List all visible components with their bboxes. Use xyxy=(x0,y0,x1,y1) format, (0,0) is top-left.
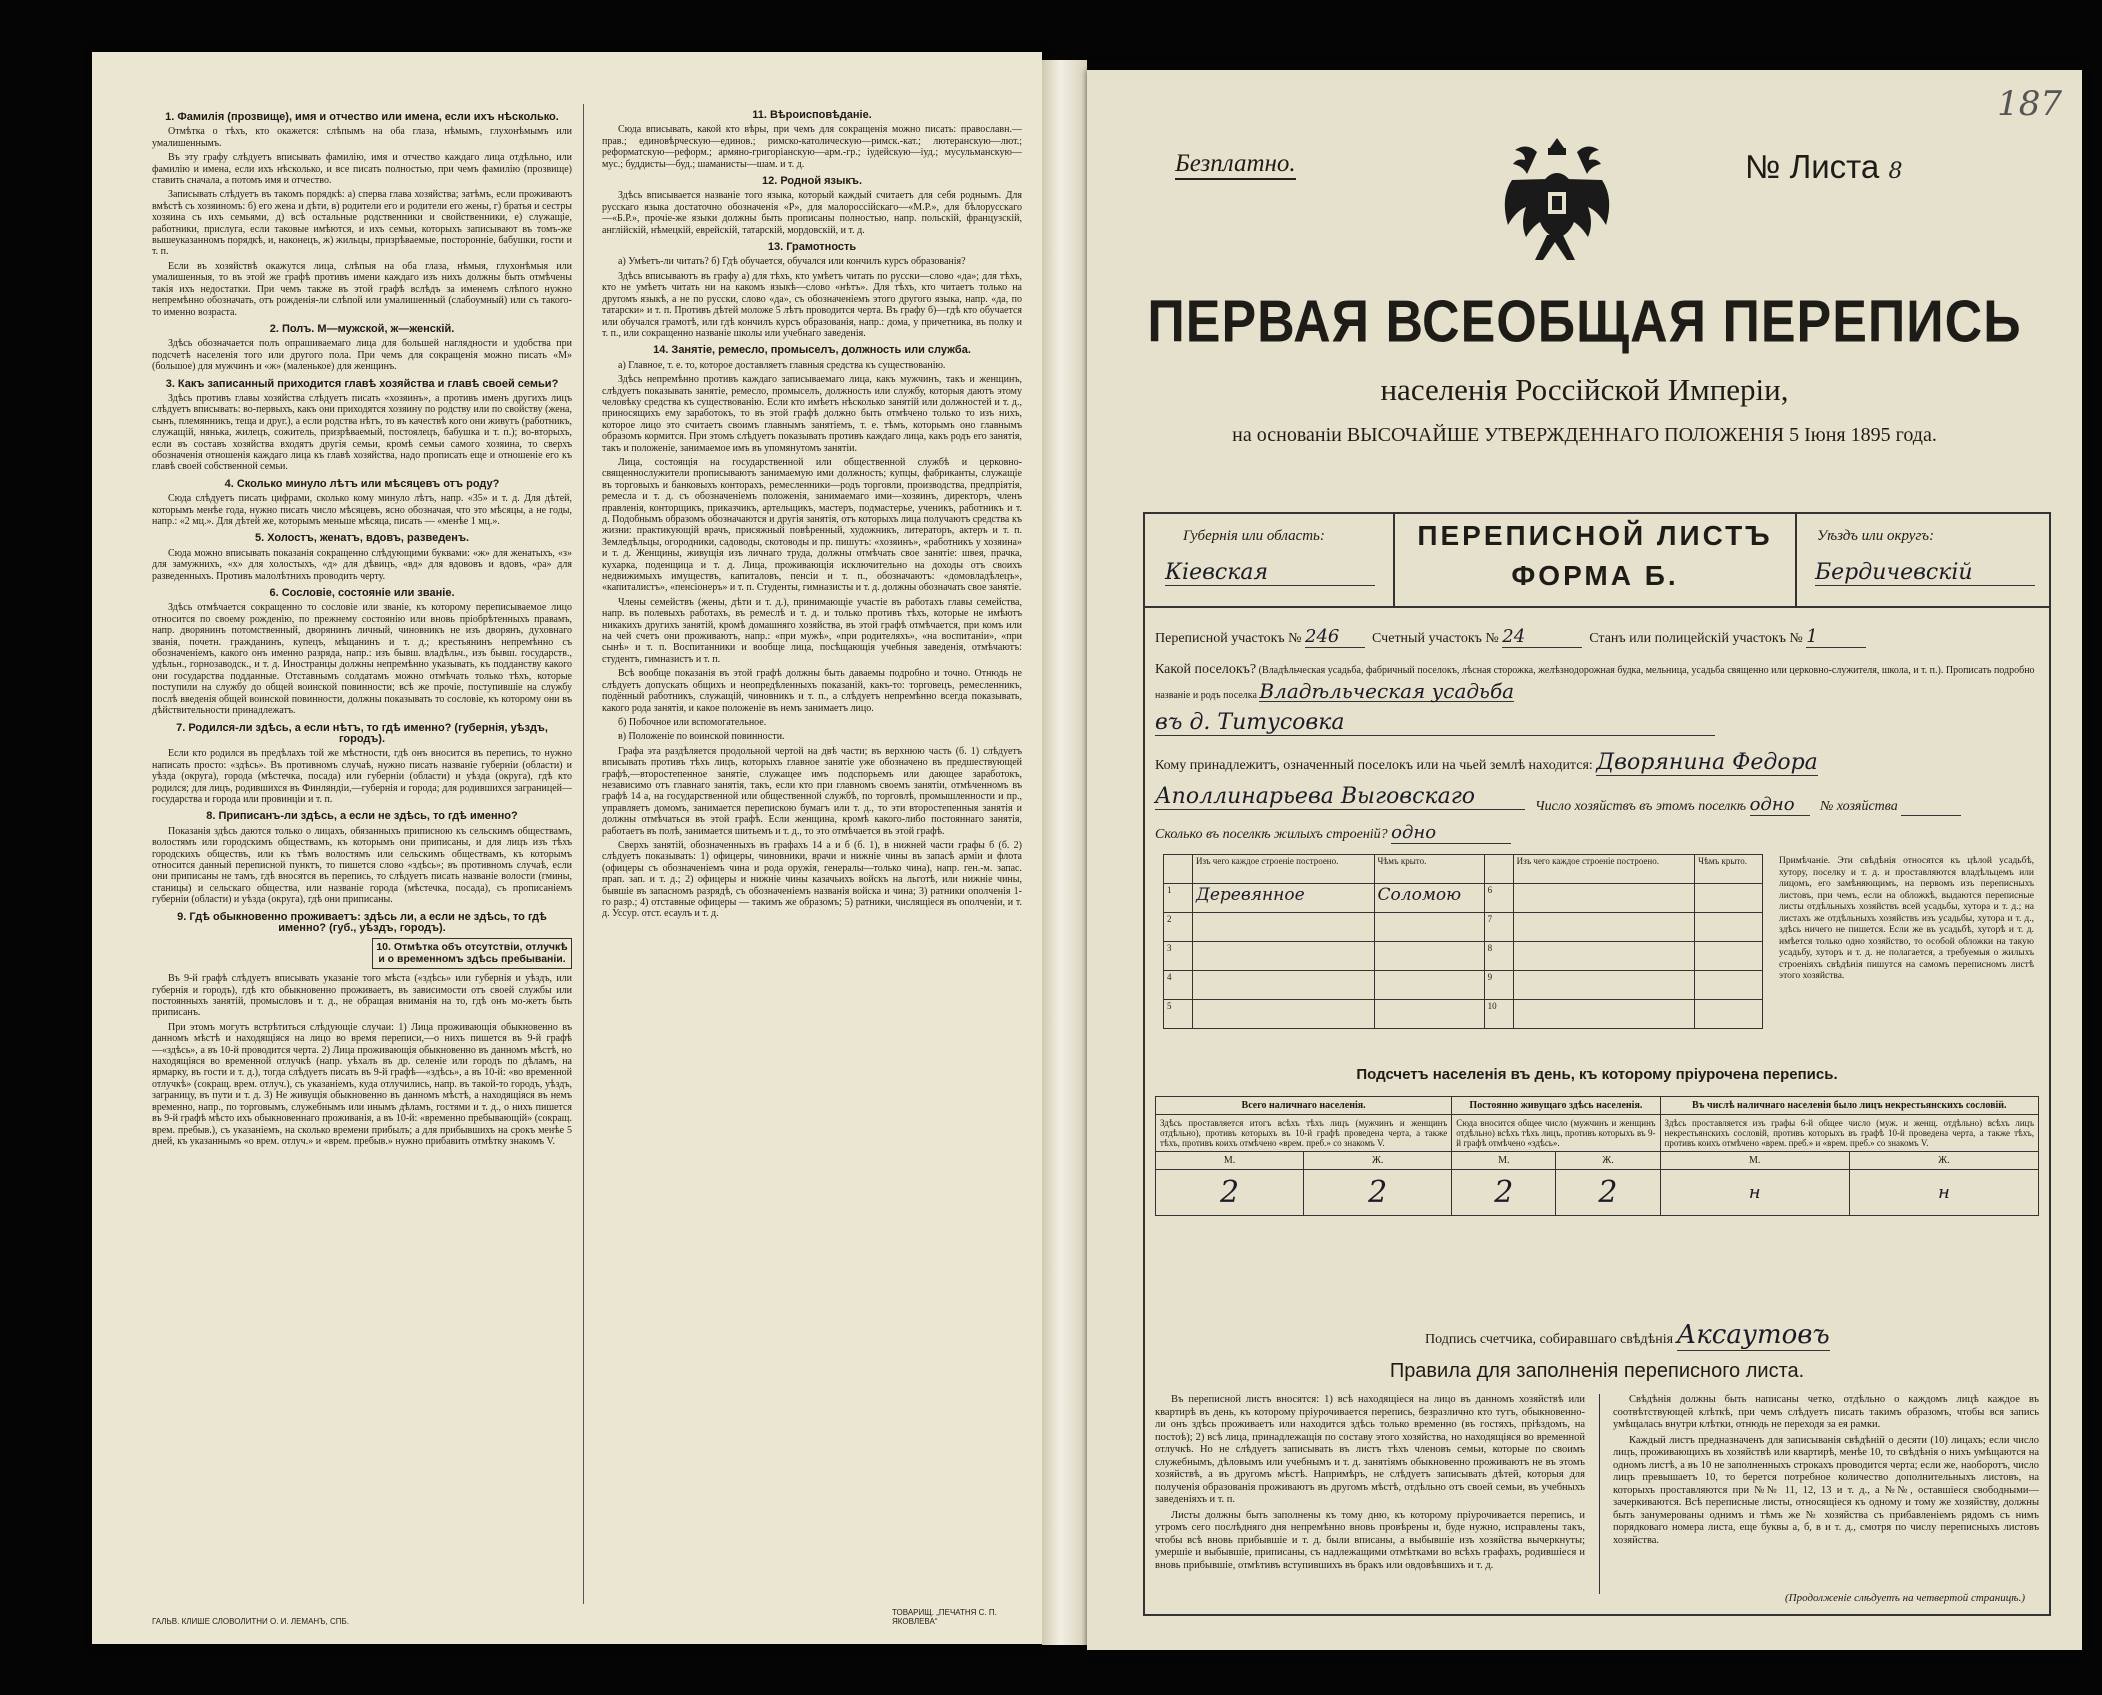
instruction-paragraph: Здѣсь обозначается полъ опрашиваемаго лица для большей наглядности и удобства при подсчетѣ населенія того или другого пола. При чемъ для сокращенія можно писать «М» (большое) для мужчинъ и «ж» (маленькое) для женщинъ. xyxy=(152,338,572,373)
sheet-label: № Листа xyxy=(1745,148,1880,185)
form-header xyxy=(1145,514,2049,608)
count-present-m: 2 xyxy=(1156,1170,1304,1216)
bt-row-number: 3 xyxy=(1164,942,1193,971)
bt-row-number: 6 xyxy=(1484,884,1513,913)
bt-roof xyxy=(1695,942,1763,971)
bt-material xyxy=(1193,942,1375,971)
uchastok-value: 246 xyxy=(1305,626,1365,648)
bt-material xyxy=(1513,884,1695,913)
instruction-heading: 5. Холостъ, женатъ, вдовъ, разведенъ. xyxy=(254,532,470,545)
bt-roof xyxy=(1695,913,1763,942)
instruction-paragraph: Записывать слѣдуетъ въ такомъ порядкѣ: а) сперва глава хозяйства; затѣмъ, если проживаютъ вмѣстѣ съ хозяиномъ: б) его жена и дѣти, в) родители его и родители его жены, г) братья и сестры хозяина съ ихъ семьями, д) всѣ остальные родственники и свойственники, е) служащіе, работники, прислуга, если таковые имѣются, и ихъ семьи, которыхъ записывают въ томъ-же вышеуказанномъ порядкѣ, и, наконецъ, ж) жильцы, призрѣваемые, посторонніе, бабушки, гости и т. п. xyxy=(152,189,572,258)
instruction-paragraph: Здѣсь вписывается названіе того языка, который каждый считаетъ для себя роднымъ. Для русскаго языка достаточно обозначенія «Р», для малороссійскаго—«М.Р.», для бѣлорусскаго—«Б.Р.», прочіе-же языки должны быть прописаны полностью, напр. польскій, французскій, англійскій, нѣмецкій, еврейскій, татарскій, мордовскій, и т. д. xyxy=(602,190,1022,236)
schet-label: Счетный участокъ № xyxy=(1372,631,1499,646)
buildings-note: Примѣчаніе. Эти свѣдѣнія относятся къ цѣлой усадьбѣ, хутору, поселку и т. д. и проставляются владѣльцемъ или лицомъ, его замѣняющимъ, на первомъ изъ переписныхъ листовъ, при чемъ, если на обложкѣ, выдаются переписные листы отдѣльныхъ хозяйствъ всей усадьбы, хутора и т. д.; на листахъ же отдѣльныхъ хозяйствъ изъ усадьбы, хутора и т. д., здѣсь ничего не пишется. Если же въ усадьбѣ, хуторѣ и т. д. имѣется только одно хозяйство, то особой обложки на такую усадьбу, хуторъ и т. д. не полагается, а требуемыя о жилыхъ строеніяхъ свѣдѣнія пишутся на самомъ переписномъ листѣ этого хозяйства. xyxy=(1779,856,2034,981)
stan-value: 1 xyxy=(1806,626,1866,648)
buildings-label: Сколько въ поселкѣ жилыхъ строеній? xyxy=(1155,827,1388,842)
instruction-heading: 12. Родной языкъ. xyxy=(761,175,862,188)
m-label: М. xyxy=(1156,1152,1304,1170)
bt-roof xyxy=(1374,971,1484,1000)
rules-paragraph: Въ переписной листъ вносятся: 1) всѣ находящіеся на лицо въ данномъ хозяйствѣ или квартирѣ въ день, къ которому пріурочивается перепись, безразлично кто тутъ, обыкновенно-ли онъ здѣсь проживаетъ или находится здѣсь только временно (въ гостяхъ, пріѣздомъ, на постоѣ); 2) всѣ лица, принадлежащія по составу этого хозяйства, но находящіяся во временной отлучкѣ. Но не слѣдуетъ записывать въ листъ тѣхъ членовъ семьи, которые по своимъ служебнымъ, дѣловымъ или учебнымъ и т. д. занятіямъ обыкновенно проживаютъ не въ этомъ хозяйствѣ, а въ другомъ мѣстѣ. Напримѣръ, не слѣдуетъ записывать дѣтей, которыя для полученія образованія проживаютъ въ другомъ мѣстѣ, отдѣльно отъ своей семьи, въ учебныхъ заведеніяхъ и т. п. xyxy=(1155,1394,1585,1505)
count-nonpeasant-zh: н xyxy=(1849,1170,2038,1216)
uezd-label: Уѣздъ или округъ: xyxy=(1817,528,1935,544)
instruction-paragraph: в) Положеніе по воинской повинности. xyxy=(618,731,785,743)
household-no-label: № хозяйства xyxy=(1820,799,1898,814)
signature-value: Аксаутовъ xyxy=(1676,1320,1830,1350)
poselok-label: Какой поселокъ? xyxy=(1155,662,1257,677)
uezd-value: Бердичевскій xyxy=(1815,560,2035,586)
instruction-paragraph: Отмѣтка о тѣхъ, кто окажется: слѣпымъ на оба глаза, нѣмымъ, глухонѣмымъ или умалишеннымъ. xyxy=(152,126,572,149)
bt-head-b: Чѣмъ крыто. xyxy=(1374,855,1484,884)
rules-title: Правила для заполненія переписного листа. xyxy=(1389,1360,1805,1382)
column-divider xyxy=(583,104,584,1604)
instruction-heading: 2. Полъ. М—мужской, ж—женскій. xyxy=(269,322,455,335)
census-form-frame xyxy=(1143,512,2051,1616)
zh-label: Ж. xyxy=(1556,1152,1660,1170)
instructions-column-1 xyxy=(152,106,572,1621)
rules-paragraph: Листы должны быть заполнены къ тому дню, къ которому пріурочивается перепись, и утромъ сего послѣдняго дня непремѣнно вновь провѣрены и, буде нужно, исправлены такъ, чтобы всѣ вновь прибывшіе и т. д. были вписаны, а выбывшіе изъ хозяйства вычеркнуты; умершіе и выбывшіе, приписаны, съ надлежащими отмѣтками во всѣхъ графахъ, родившіеся и вновь прибывшіе, отмѣтивъ вступившихъ въ бракъ или овдовѣвшихъ и т. д. xyxy=(1155,1509,1585,1571)
census-subtitle: населенія Россійской Имперіи, xyxy=(1380,372,1789,407)
instruction-heading: 6. Сословіе, состояніе или званіе. xyxy=(269,587,455,600)
bt-material xyxy=(1513,913,1695,942)
owner-row xyxy=(1155,750,2045,776)
households-value: одно xyxy=(1750,794,1810,816)
bt-material: Деревянное xyxy=(1193,884,1375,913)
population-count-table xyxy=(1155,1096,2039,1216)
count-title: Подсчетъ населенія въ день, къ которому пріурочена перепись. xyxy=(1356,1066,1838,1083)
count-col1-head: Всего наличнаго населенія. xyxy=(1156,1097,1452,1115)
continued-note: (Продолженіе слѣдуетъ на четвертой страницѣ.) xyxy=(1785,1592,2025,1604)
owner-value: Дворянина Федора xyxy=(1596,750,1818,775)
instruction-heading: 11. Вѣроисповѣданіе. xyxy=(752,109,872,121)
instruction-paragraph: Если кто родился въ предѣлахъ той же мѣстности, гдѣ онъ вносится въ перепись, то нужно написать просто: «здѣсь». Въ противномъ случаѣ, нужно писать названіе губерніи (области) и уѣзда (округа), города (мѣстечка, посада) или губерніи (области) и уѣзда (округа), гдѣ кто родился; для лицъ, родившихся въ Финляндіи,—губернія и города; для родившихся заграницей—государства и города или провинціи и т. п. xyxy=(152,748,572,805)
bt-head-a: Изъ чего каждое строеніе построено. xyxy=(1513,855,1695,884)
instruction-paragraph: Здѣсь противъ главы хозяйства слѣдуетъ писать «хозяинъ», а противъ именъ другихъ лицъ слѣдуетъ вписывать: во-первыхъ, какъ они приходятся хозяину по родству или по свойству (жена, сынъ, племянникъ, теща и друг.), а если родства нѣтъ, то въ качествѣ кого они живутъ (работникъ, служащій, нянька, жилецъ, сожитель, призрѣваемый, постоялецъ, бабушка и т. п.); во-вторыхъ, если въ составъ хозяйства входятъ другія семьи, кромѣ семьи самого хозяина, то сверхъ обозначенія отношенія каждаго лица къ главѣ хозяйства, надо прописать еще и отношеніе его къ главѣ своей собственной семьи. xyxy=(152,392,572,473)
sheet-number-value: 8 xyxy=(1888,159,1903,184)
buildings-table xyxy=(1163,854,1763,1029)
count-col3-head: Въ числѣ наличнаго населенія было лицъ некрестьянскихъ сословій. xyxy=(1660,1097,2038,1115)
instruction-paragraph: Лица, состоящія на государственной или общественной службѣ и церковно-священнослужители прописываютъ занимаемую ими должность; купцы, фабриканты, служащіе въ торговыхъ и банковыхъ конторахъ, ремесленники—родъ торговли, производства, предпріятія, ремесла и т. д. съ обозначеніемъ положенія, занимаемаго ими—хозяинъ, директоръ, членъ правленія, конторщикъ, приказчикъ, артельщикъ, мастеръ, подмастерье, ученикъ, работникъ и т. д. Подобнымъ образомъ обозначаются и другія занятія, отъ которыхъ лица получаютъ средства къ жизни: практикующій врачъ, присяжный повѣренный, художникъ, литераторъ, актеръ и т. п. Земледѣльцы, огородники, садоводы, скотоводы и пр. пишутъ: «хозяинъ», «работникъ у хозяина» и т. д. Женщины, живущія изъ личнаго труда, должны отмѣчать свое занятіе: швея, прачка, кухарка, поденщица и т. д. Лица, проживающія исключительно на доходы отъ своихъ недвижимыхъ имуществъ, капиталовъ, пенсіи и т. п., обозначаютъ: «домовладѣлецъ», «капиталистъ», «пенсіонеръ» и т. п. Студенты, гимназисты и т. д. должны обозначать свое занятіе. xyxy=(602,456,1022,594)
count-col2-desc: Сюда вносится общее число (мужчинъ и женщинъ отдѣльно) всѣхъ тѣхъ лицъ, противъ которыхъ въ 9-й графѣ отмѣчено «здѣсь». xyxy=(1452,1115,1660,1152)
bt-material xyxy=(1513,942,1695,971)
uchastok-label: Переписной участокъ № xyxy=(1155,631,1302,646)
bt-row-number: 2 xyxy=(1164,913,1193,942)
instruction-heading: 4. Сколько минуло лѣтъ или мѣсяцевъ отъ роду? xyxy=(224,477,500,490)
owner-value-2: Аполлинарьева Выговскаго xyxy=(1155,784,1525,810)
m-label: М. xyxy=(1452,1152,1556,1170)
buildings-value: одно xyxy=(1391,822,1511,844)
rules-right-column xyxy=(1613,1394,2039,1550)
signature-label: Подпись счетчика, собиравшаго свѣдѣнія xyxy=(1425,1332,1674,1347)
bt-row-number: 4 xyxy=(1164,971,1193,1000)
instruction-paragraph: Всѣ вообще показанія въ этой графѣ должны быть даваемы подробно и точно. Отнюдь не слѣдуетъ допускать общихъ и неопредѣленныхъ показаній, какъ-то: торговецъ, ремесленникъ, подённый работникъ, служащій, чиновникъ и т. п., а слѣдуетъ непремѣнно всегда показывать, какого рода занятія, и какое положеніе въ немъ занимаетъ лицо. xyxy=(602,668,1022,714)
bt-material xyxy=(1193,971,1375,1000)
stan-label: Станъ или полицейскій участокъ № xyxy=(1589,631,1803,646)
count-nonpeasant-m: н xyxy=(1660,1170,1849,1216)
bt-head-b: Чѣмъ крыто. xyxy=(1695,855,1763,884)
instruction-paragraph: Здѣсь вписываютъ въ графу а) для тѣхъ, кто умѣетъ читать по русски—слово «да»; для тѣхъ, кто не умѣетъ читать ни на какомъ языкѣ—слово «нѣтъ». Для тѣхъ, кто читаетъ только на другомъ языкѣ, а не по русски, слово «да», съ обозначеніемъ этого другого языка, напр. «да, по татарски» и т. п. Противъ дѣтей моложе 5 лѣтъ проводится черта. Въ графу б)—гдѣ кто обучается или обучался грамотѣ, или гдѣ кончилъ курсъ образованія, напр.: дома, у причетника, въ полку и т. п., или сокращенно названіе школы или учебнаго заведенія. xyxy=(602,270,1022,339)
bt-roof: Соломою xyxy=(1374,884,1484,913)
bt-roof xyxy=(1374,1000,1484,1029)
uchastok-row xyxy=(1155,626,1866,648)
instruction-paragraph: Сюда можно вписывать показанія сокращенно слѣдующими буквами: «ж» для женатыхъ, «з» для замужнихъ, «х» для холостыхъ, «д» для дѣвицъ, «вд» для вдововъ и вдовъ, «ра» для разведенныхъ. Противъ малолѣтнихъ проводить черту. xyxy=(152,547,572,582)
divider xyxy=(1795,514,1797,606)
bt-material xyxy=(1193,1000,1375,1029)
zh-label: Ж. xyxy=(1304,1152,1452,1170)
bt-roof xyxy=(1374,913,1484,942)
bt-roof xyxy=(1695,884,1763,913)
households-label: Число хозяйствъ въ этомъ поселкѣ xyxy=(1535,799,1747,814)
bt-row-number: 9 xyxy=(1484,971,1513,1000)
instruction-heading: 7. Родился-ли здѣсь, а если нѣтъ, то гдѣ именно? (губернія, уѣздъ, городъ). xyxy=(176,721,548,745)
poselok-description: (Владѣльческая усадьба, фабричный поселокъ, лѣсная сторожка, желѣзнодорожная будка, мельница, усадьба священно или церковно-служителя, школа, и т. п.). Прописать подробно названіе и родъ поселка xyxy=(1155,665,2035,701)
count-present-zh: 2 xyxy=(1304,1170,1452,1216)
bt-material xyxy=(1513,971,1695,1000)
imprint-right: ТОВАРИЩ. „ПЕЧАТНЯ С. П. ЯКОВЛЕВА“ xyxy=(892,1608,997,1626)
count-col2-head: Постоянно живущаго здѣсь населенія. xyxy=(1452,1097,1660,1115)
rules-paragraph: Свѣдѣнія должны быть написаны четко, отдѣльно о каждомъ лицѣ каждое въ соотвѣтствующей клѣткѣ, при чемъ слѣдуетъ писать такимъ образомъ, чтобы вся запись умѣщалась внутри клѣтки, отнюдь не переходя за ея рамки. xyxy=(1613,1394,2039,1430)
count-permanent-m: 2 xyxy=(1452,1170,1556,1216)
count-permanent-zh: 2 xyxy=(1556,1170,1660,1216)
instruction-paragraph: а) Главное, т. е. то, которое доставляетъ главныя средства къ существованію. xyxy=(618,359,946,371)
bt-row-number: 10 xyxy=(1484,1000,1513,1029)
rules-left-column xyxy=(1155,1394,1585,1575)
m-label: М. xyxy=(1660,1152,1849,1170)
instruction-paragraph: а) Умѣетъ-ли читать? б) Гдѣ обучается, обучался или кончилъ курсъ образованія? xyxy=(618,256,966,268)
gubernia-label: Губернія или область: xyxy=(1183,528,1325,544)
instruction-paragraph: б) Побочное или вспомогательное. xyxy=(618,716,767,728)
free-label: Безплатно. xyxy=(1175,150,1296,180)
census-title: ПЕРВАЯ ВСЕОБЩАЯ ПЕРЕПИСЬ xyxy=(1147,288,2022,356)
poselok-value: Владѣльческая усадьба xyxy=(1259,679,1515,703)
instruction-heading: 9. Гдѣ обыкновенно проживаетъ: здѣсь ли, а если не здѣсь, то гдѣ именно? (губ., уѣздъ, городъ). xyxy=(177,910,547,934)
instruction-paragraph: Сюда вписывать, какой кто вѣры, при чемъ для сокращенія можно писать: православн.—прав.; единовѣрческую—единов.; римско-католическую—римск.-кат.; лютеранскую—лют.; реформатскую—реформ.; армяно-григоріанскую—арм.-гр.; іудейскую—іуд.; мусульманскую—мус.; буддисты—буд.; шаманисты—шам. и т. д. xyxy=(602,124,1022,170)
bt-roof xyxy=(1695,1000,1763,1029)
instruction-heading: 14. Занятіе, ремесло, промыселъ, должность или служба. xyxy=(653,344,971,357)
rules-paragraph: Каждый листъ предназначенъ для записыванія свѣдѣній о десяти (10) лицахъ; если число лицъ, проживающихъ въ хозяйствѣ или квартирѣ, менѣе 10, то свѣдѣнія о нихъ умѣщаются на одномъ листѣ, а въ 10 не заполненныхъ строкахъ проводится черта; если же, наоборотъ, число лицъ превышаетъ 10, то берется потребное количество дополнительныхъ листовъ, на которыхъ проставляются при №№ 11, 12, 13 и т. д., а №№, оставшіеся свободными—зачеркиваются. Всѣ переписные листы, относящіеся къ одному и тому же хозяйству, должны быть занумерованы однимъ и тѣмъ же № хозяйства съ прибавленіемъ рядомъ съ нимъ порядковаго номера листа, еще буквы а, б, в и т. д., смотря по числу переписныхъ листовъ хозяйства. xyxy=(1613,1434,2039,1546)
rules-divider xyxy=(1599,1394,1600,1594)
census-form-page xyxy=(1087,70,2082,1650)
archive-folio-mark: 187 xyxy=(1997,84,2062,124)
bt-material xyxy=(1513,1000,1695,1029)
list-title: ПЕРЕПИСНОЙ ЛИСТЪ xyxy=(1417,520,1773,551)
count-col3-desc: Здѣсь проставляется изъ графы 6-й общее число (муж. и женщ. отдѣльно) всѣхъ лицъ некрестьянскихъ сословій, противъ которыхъ въ графѣ 10-й проведена черта, а также тѣхъ, противъ коихъ отмѣчено «врем. преб.» и «врем. преб.» со знакомъ V. xyxy=(1660,1115,2038,1152)
poselok-row xyxy=(1155,660,2035,706)
instructions-column-2 xyxy=(602,104,1022,1619)
gubernia-value: Кіевская xyxy=(1165,560,1375,586)
bt-row-number: 7 xyxy=(1484,913,1513,942)
sheet-number xyxy=(1745,148,1902,186)
instruction-paragraph: Здѣсь непремѣнно противъ каждаго записываемаго лица, какъ мужчинъ, такъ и женщинъ, слѣдуетъ показывать занятіе, ремесло, промыселъ, должность или службу, которыя даютъ этому человѣку средства къ существованію. Если кто имѣетъ нѣсколько занятій или должностей и т. д., приносящихъ ему заработокъ, то въ этой графѣ должно быть отмѣчено только то изъ нихъ, которое лицо это считаетъ своимъ главнымъ занятіемъ, т. е. тѣмъ, которымъ оно главнымъ образомъ кормится. При этомъ слѣдуетъ показывать противъ каждаго лица, какъ родъ его занятія, такъ и положеніе, занимаемое имъ въ упомянутомъ занятіи. xyxy=(602,374,1022,454)
instruction-paragraph: Если въ хозяйствѣ окажутся лица, слѣпыя на оба глаза, нѣмыя, глухонѣмыя или умалишенныя, то въ этой же графѣ противъ имени каждаго изъ нихъ должны быть отмѣчены такія ихъ недостатки. При чемъ также въ этой графѣ вслѣдъ за именемъ слѣпого нужно непремѣнно обозначать, отъ рожденія-ли слѣпой или умалишенный (слабоумный) или съ такого-то именно возраста. xyxy=(152,260,572,318)
book-spine xyxy=(1042,60,1087,1645)
instruction-paragraph: Въ эту графу слѣдуетъ вписывать фамилію, имя и отчество каждаго лица отдѣльно, или фамилію и имена, если ихъ нѣсколько, и все писать полностью, при чемъ фамилію (прозвище) ставить сначала, а потомъ имя и отчество. xyxy=(152,152,572,187)
schet-value: 24 xyxy=(1502,626,1582,648)
instruction-heading: 13. Грамотность xyxy=(767,241,857,254)
instruction-heading: 3. Какъ записанный приходится главѣ хозяйства и главѣ своей семьи? xyxy=(165,377,559,390)
instruction-heading: 8. Приписанъ-ли здѣсь, а если не здѣсь, то гдѣ именно? xyxy=(206,810,518,823)
poselok-value-2: въ д. Титусовка xyxy=(1155,710,1715,736)
zh-label: Ж. xyxy=(1849,1152,2038,1170)
owner-label: Кому принадлежитъ, означенный поселокъ или на чьей землѣ находится: xyxy=(1155,758,1593,773)
instruction-box: 10. Отмѣтка объ отсутствіи, отлучкѣ и о временномъ здѣсь пребываніи. xyxy=(372,938,572,969)
instruction-paragraph: Въ 9-й графѣ слѣдуетъ вписывать указаніе того мѣста («здѣсь» или губернія и уѣздъ, или губернія и городъ), гдѣ кто обыкновенно проживаетъ, въ зависимости отъ своей службы или постоянныхъ занятій, промысловъ и т. д., не обращая вниманія на то, гдѣ онъ мо-жетъ быть приписанъ. xyxy=(152,973,572,1019)
instruction-paragraph: Показанія здѣсь даются только о лицахъ, обязанныхъ приписною къ сельскимъ обществамъ, волостямъ или городскимъ обществамъ, къ которымъ они приписаны, и для лицъ изъ тѣхъ городскихъ обществъ, или къ тѣмъ волостямъ или сельскимъ обществамъ, къ которымъ относится данный переписной пунктъ, то пишется слово «здѣсь»; въ противномъ случаѣ, если они приписаны не тамъ, гдѣ вносятся въ перепись, то слѣдуетъ писать названіе волости (гмины, станицы) и сельскаго общества, или названіе города (мѣстечка, посада), съ прописаніемъ губерніи (области) и уѣзда (округа), гдѣ они приписаны. xyxy=(152,825,572,906)
left-instructions-page xyxy=(92,52,1042,1644)
bt-roof xyxy=(1374,942,1484,971)
bt-row-number: 1 xyxy=(1164,884,1193,913)
imprint-left: ГАЛЬВ. КЛИШЕ СЛОВОЛИТНИ О. И. ЛЕМАНЪ, СПБ. xyxy=(152,1617,349,1626)
bt-material xyxy=(1193,913,1375,942)
instruction-paragraph: Члены семействъ (жены, дѣти и т. д.), принимающіе участіе въ работахъ главы семейства, напр. въ полевыхъ работахъ, въ ремеслѣ и т. д. и только противъ тѣхъ, которые не имѣютъ никакихъ другихъ занятій, кромѣ домашняго хозяйства, въ этой графѣ отмѣчается, при комъ или на чей счетъ они проживаютъ, напр.: «при мужѣ», «при родителяхъ», «на воспитаніи», «при сынѣ» и т. п. Воспитанники и вообще лица, посѣщающія учебныя заведенія, отмѣчаютъ: студентъ, гимназистъ и т. п. xyxy=(602,596,1022,665)
bt-row-number: 5 xyxy=(1164,1000,1193,1029)
instruction-paragraph: Сверхъ занятій, обозначенныхъ въ графахъ 14 а и б (б. 1), в нижней части графы б (б. 2) слѣдуетъ показывать: 1) офицеры, чиновники, врачи и нижніе чины въ запасѣ армiи и флота (офицеры съ обозначеніемъ чина и рода оружія, генералы—только чина), напр. ген.-м. запас. прап. зап. и т. д.; 2) офицеры и нижніе чины казачьихъ войскъ на льготѣ, или нижніе чины, бывшіе въ запасномъ разрядѣ, съ обозначеніемъ названія войска и чина; 3) ратники ополченія 1-го разр.; 4) отставные офицеры — такимъ же образомъ; 5) ратники, числящіеся въ ополченіи, и т. д. Уссур. отст. есаулъ и т. д. xyxy=(602,839,1022,920)
double-headed-eagle-icon xyxy=(1492,130,1622,270)
buildings-row xyxy=(1155,822,1511,844)
bt-head-a: Изъ чего каждое строеніе построено. xyxy=(1193,855,1375,884)
households-row xyxy=(1535,794,2045,816)
form-title: ФОРМА Б. xyxy=(1511,560,1679,591)
instruction-paragraph: Сюда слѣдуетъ писать цифрами, сколько кому минуло лѣтъ, напр. «35» и т. д. Для дѣтей, которымъ менѣе года, нужно писать число мѣсяцевъ, ясно обозначая, что это мѣсяцы, а не годы, напр.: «2 мц.». Для дѣтей же, которымъ меньше мѣсяца, писать — «менѣе 1 мц.». xyxy=(152,493,572,527)
signature-row xyxy=(1425,1320,1830,1351)
instruction-heading: 1. Фамилія (прозвище), имя и отчество или имена, если ихъ нѣсколько. xyxy=(165,111,559,123)
instruction-paragraph: Графа эта раздѣляется продольной чертой на двѣ части; въ верхнюю часть (б. 1) слѣдуетъ вписывать противъ тѣхъ лицъ, которыхъ главное занятіе уже обозначено въ предшествующей графѣ,—второстепенное занятіе, служащее имъ подспорьемъ или дающее заработокъ, независимо отъ главнаго занятія, такъ, если кто при главномъ своемъ занятіи, отмѣченномъ въ графѣ 14 а, на государственной или общественной службѣ, по торговлѣ, промышленности и пр., управляетъ домомъ, занимается перепискою бумагъ или т. д., то эти второстепенныя занятія и должны отмѣчаться въ этой графѣ. Если женщина, кромѣ какого-либо постояннаго занятія, работаетъ въ полѣ, занимается шитьемъ и т. д., то это отмѣчается въ этой графѣ. xyxy=(602,745,1022,837)
census-basis: на основаніи ВЫСОЧАЙШЕ УТВЕРЖДЕННАГО ПОЛОЖЕНІЯ 5 Іюня 1895 года. xyxy=(1232,424,1937,446)
count-col1-desc: Здѣсь проставляется итогъ всѣхъ тѣхъ лицъ (мужчинъ и женщинъ отдѣльно), противъ которыхъ въ 10-й графѣ проведена черта, а также тѣхъ, противъ коихъ отмѣчено «врем. преб.» со знакомъ V. xyxy=(1156,1115,1452,1152)
instruction-paragraph: При этомъ могутъ встрѣтиться слѣдующіе случаи: 1) Лица проживающія обыкновенно въ данномъ мѣстѣ и находящіяся на лицо во время переписи,—о нихъ пишется въ 9-й графѣ—«здѣсь», а въ 10-й проводится черта. 2) Лица проживающія обыкновенно въ данномъ мѣстѣ, но находящіяся во временной отлучкѣ (напр. уѣхалъ въ др. селеніе или городъ по дѣламъ, на ярмарку, въ гости и т. д.), тогда слѣдуетъ писать въ 9-й графѣ—«здѣсь», а въ 10-й: «во временной отлучкѣ» (сокращ. врем. отлуч.), съ указаніемъ, куда отлучились, напр. въ такой-то городъ, уѣздъ, заграницу, въ пути и т. д. 3) Не живущія обыкновенно въ данномъ мѣстѣ, а находящіяся въ немъ временно, напр., по торговымъ, служебнымъ или инымъ дѣламъ, гостями и т. д., о нихъ пишется въ 9-й графѣ мѣсто ихъ обыкновеннаго проживанія, а въ 10-й: «временно пребывающій» (сокращ. врем. пребыв.), съ указаніемъ, на сколько времени прибылъ; а для прибывшихъ на срокъ менѣе 5 дней, къ указаннымъ «о врем. отлуч.» и «врем. пребыв.» нужно прибавить отмѣтку знакомъ V. xyxy=(152,1021,572,1147)
bt-roof xyxy=(1695,971,1763,1000)
bt-row-number: 8 xyxy=(1484,942,1513,971)
instruction-paragraph: Здѣсь отмѣчается сокращенно то сословіе или званіе, къ которому переписываемое лицо относится по своему рожденію, по прежнему состоянію или вновь пріобрѣтенныхъ правамъ, напр. дворянинъ потомственный, дворянинъ личный, чиновникъ не изъ дворянъ, духовнаго званія, почетн. гражданинъ, купецъ, мѣщанинъ и т. д.; крестьянинъ непремѣнно съ обозначеніемъ, какого онъ именно разряда, напр.: изъ бывш. владѣльч., изъ бывш. государств., удѣльн., горнозаводск., и т. д. Иностранцы должны непремѣнно указывать, къ подданству какого они государства подданные. Отставнымъ солдатамъ можно отмѣчать только тѣхъ, которые поступили на службу до общей воинской повинности; всѣ же прочіе, поступившіе на службу послѣ введенія общей воинской повинности, должны показывать то сословіе, къ которому они въ дѣйствительности принадлежатъ. xyxy=(152,602,572,717)
